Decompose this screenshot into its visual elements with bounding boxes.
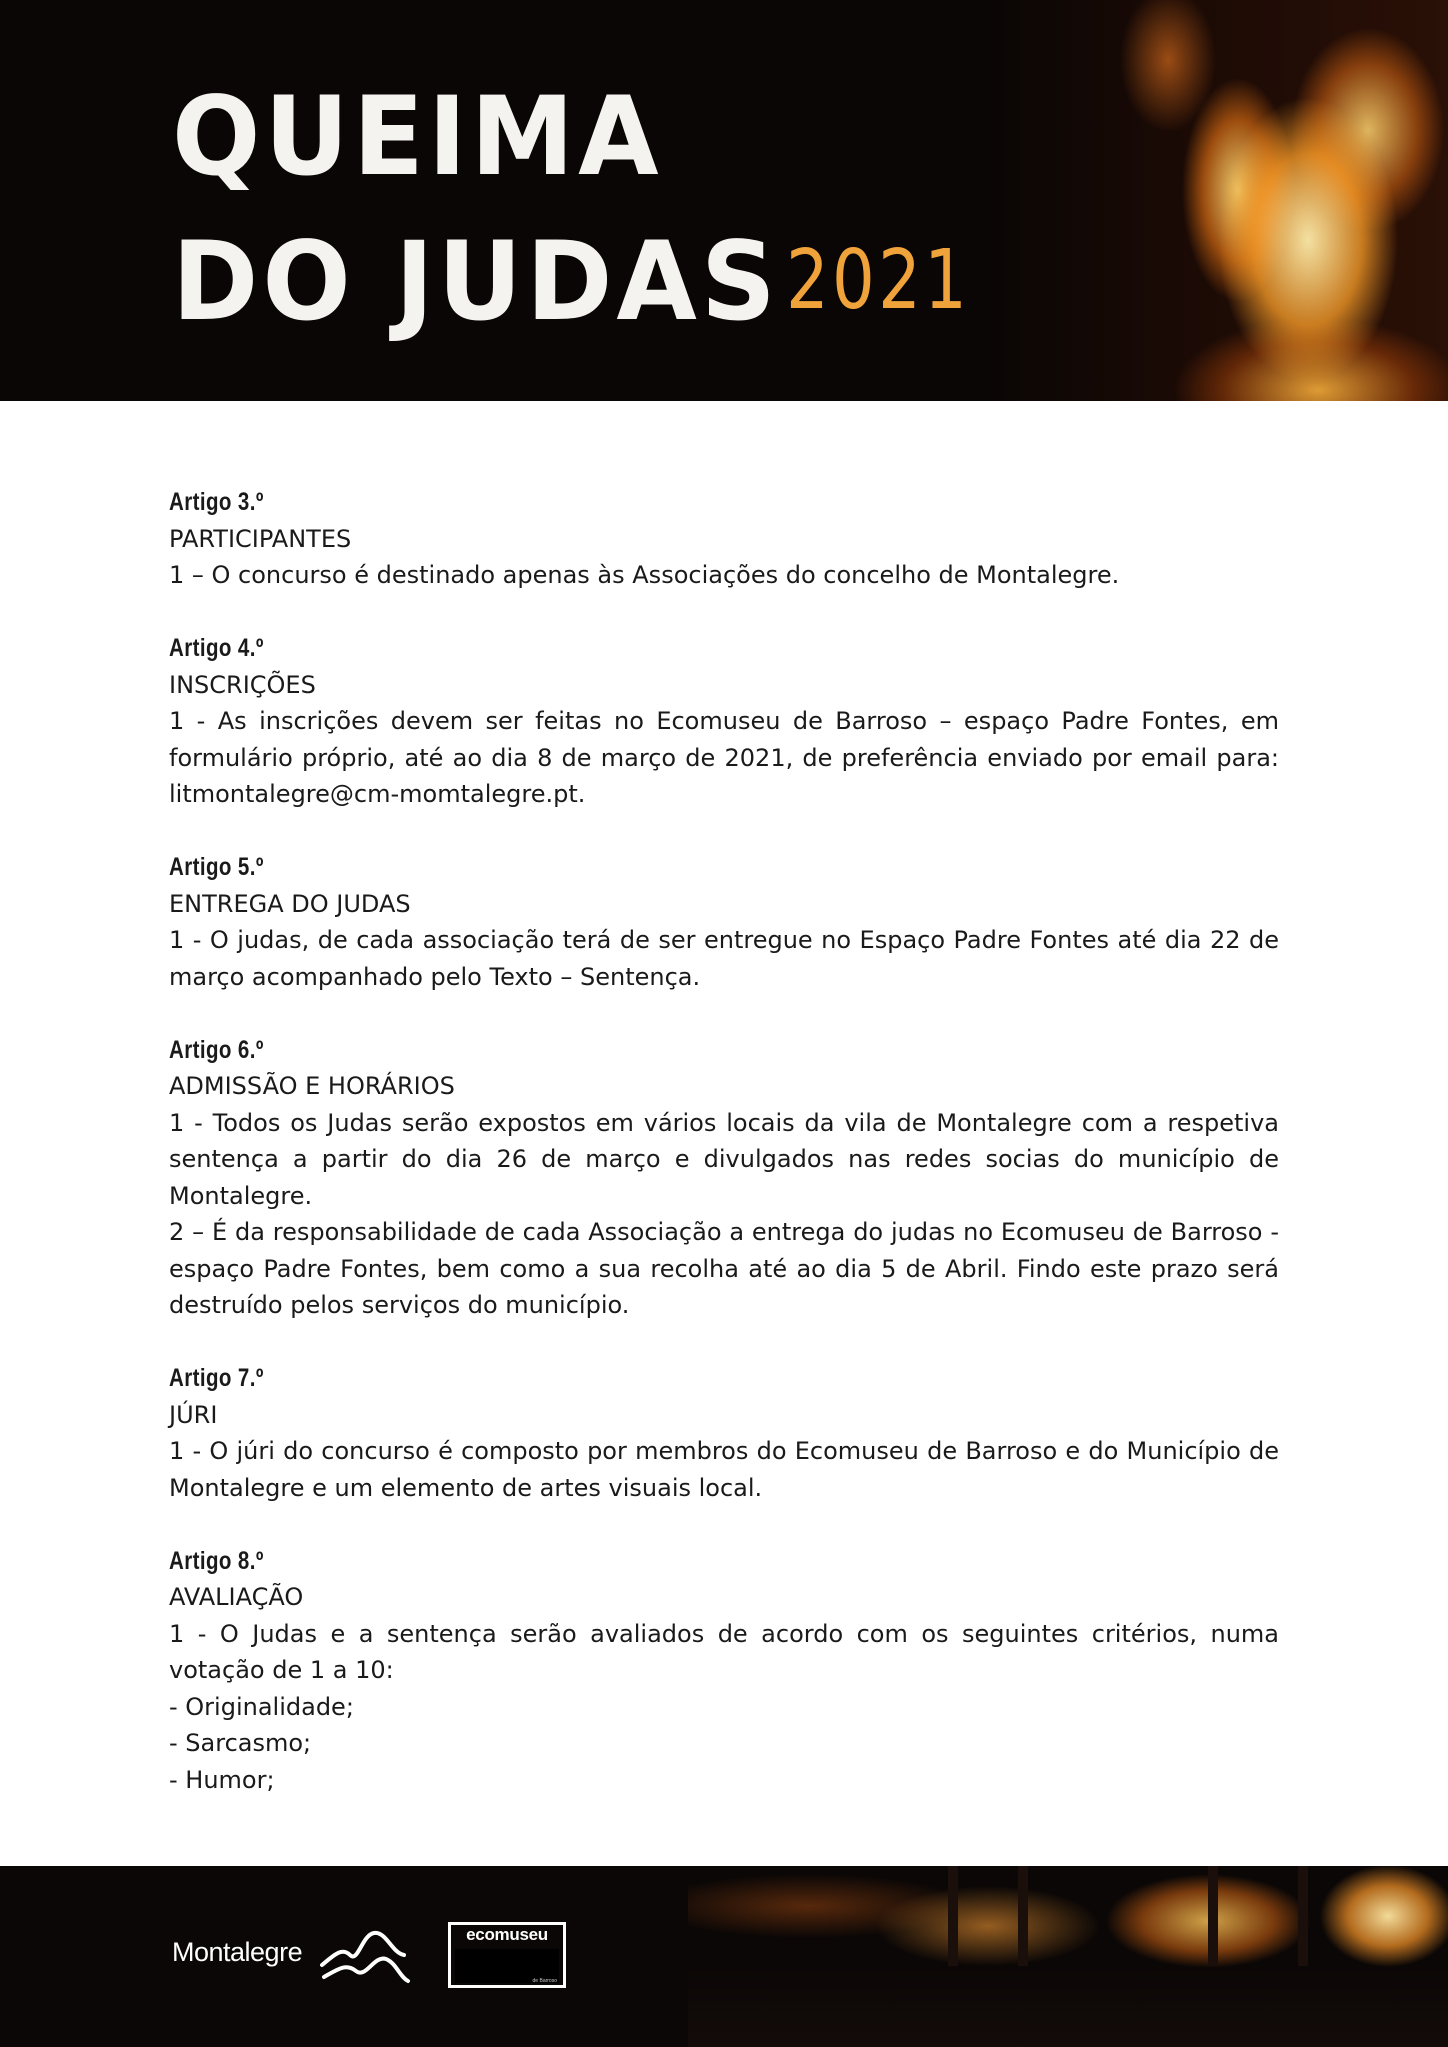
article-title: INSCRIÇÕES: [169, 670, 316, 699]
article-number: Artigo 5.º: [169, 853, 264, 881]
article-title: AVALIAÇÃO: [169, 1583, 304, 1611]
ecomuseu-logo-subtext: de Barroso: [532, 1978, 557, 1984]
article-paragraph: 1 - O Judas e a sentença serão avaliados de acordo com os seguintes critérios, numa votação de 1 a 10:: [169, 1619, 1279, 1684]
article-number: Artigo 3.º: [169, 488, 264, 516]
article-paragraph: 1 - O júri do concurso é composto por membros do Ecomuseu de Barroso e do Município de Montalegre e um elemento de artes visuais local.: [169, 1437, 1279, 1502]
article-paragraph: 1 - Todos os Judas serão expostos em vários locais da vila de Montalegre com a respetiva sentença a partir do dia 26 de março e divulgados nas redes socias do município de Montalegre.: [169, 1108, 1279, 1210]
montalegre-logo: [172, 1925, 412, 1989]
article-7: [169, 1360, 1279, 1506]
article-6: [169, 1032, 1279, 1324]
article-5: [169, 849, 1279, 995]
montalegre-logo-text: Montalegre: [172, 1937, 303, 1967]
article-number: Artigo 8.º: [169, 1546, 264, 1575]
article-title: ENTREGA DO JUDAS: [169, 889, 411, 918]
fire-grate-bar: [1018, 1866, 1028, 1966]
article-paragraph: 1 – O concurso é destinado apenas às Associações do concelho de Montalegre.: [169, 561, 1120, 589]
article-8: [169, 1543, 1279, 1799]
article-title: PARTICIPANTES: [169, 524, 352, 553]
fire-image: [988, 0, 1448, 401]
ecomuseu-logo: [448, 1922, 566, 1988]
fire-grate-bar: [1298, 1866, 1308, 1966]
criteria-item: - Humor;: [169, 1765, 275, 1794]
ecomuseu-logo-text: ecomuseu: [466, 1925, 548, 1944]
article-title: ADMISSÃO E HORÁRIOS: [169, 1072, 455, 1100]
article-paragraph: 1 - O judas, de cada associação terá de ser entregue no Espaço Padre Fontes até dia 22 de março acompanhado pelo Texto – Sentença.: [169, 926, 1279, 991]
criteria-item: - Sarcasmo;: [169, 1729, 312, 1757]
title-line-2: DO JUDAS: [172, 217, 780, 346]
header-banner: [0, 0, 1448, 401]
article-number: Artigo 6.º: [169, 1035, 264, 1064]
title-line-1: QUEIMA: [172, 72, 663, 201]
criteria-item: - Originalidade;: [169, 1692, 354, 1721]
article-paragraph: 2 – É da responsabilidade de cada Associação a entrega do judas no Ecomuseu de Barroso - espaço Padre Fontes, bem como a sua recolha até ao dia 5 de Abril. Findo este prazo será destruído pelos serviços do município.: [169, 1218, 1279, 1319]
fire-grate-bar: [948, 1866, 958, 1966]
article-4: [169, 630, 1279, 813]
fire-grate-bar: [1208, 1866, 1218, 1966]
article-number: Artigo 4.º: [169, 634, 264, 662]
mountain-wave-icon: [320, 1925, 412, 1991]
article-number: Artigo 7.º: [169, 1364, 264, 1392]
article-3: [169, 484, 1279, 594]
title-year: 2021: [786, 233, 971, 328]
article-paragraph: 1 - As inscrições devem ser feitas no Ecomuseu de Barroso – espaço Padre Fontes, em formulário próprio, até ao dia 8 de março de 2021, de preferência enviado por email para: litmontalegre@cm-momtalegre.pt.: [169, 707, 1279, 808]
regulation-body: [169, 484, 1279, 1835]
footer-fire-image: [688, 1866, 1448, 2047]
page-title: [172, 64, 780, 354]
article-title: JÚRI: [169, 1400, 218, 1429]
